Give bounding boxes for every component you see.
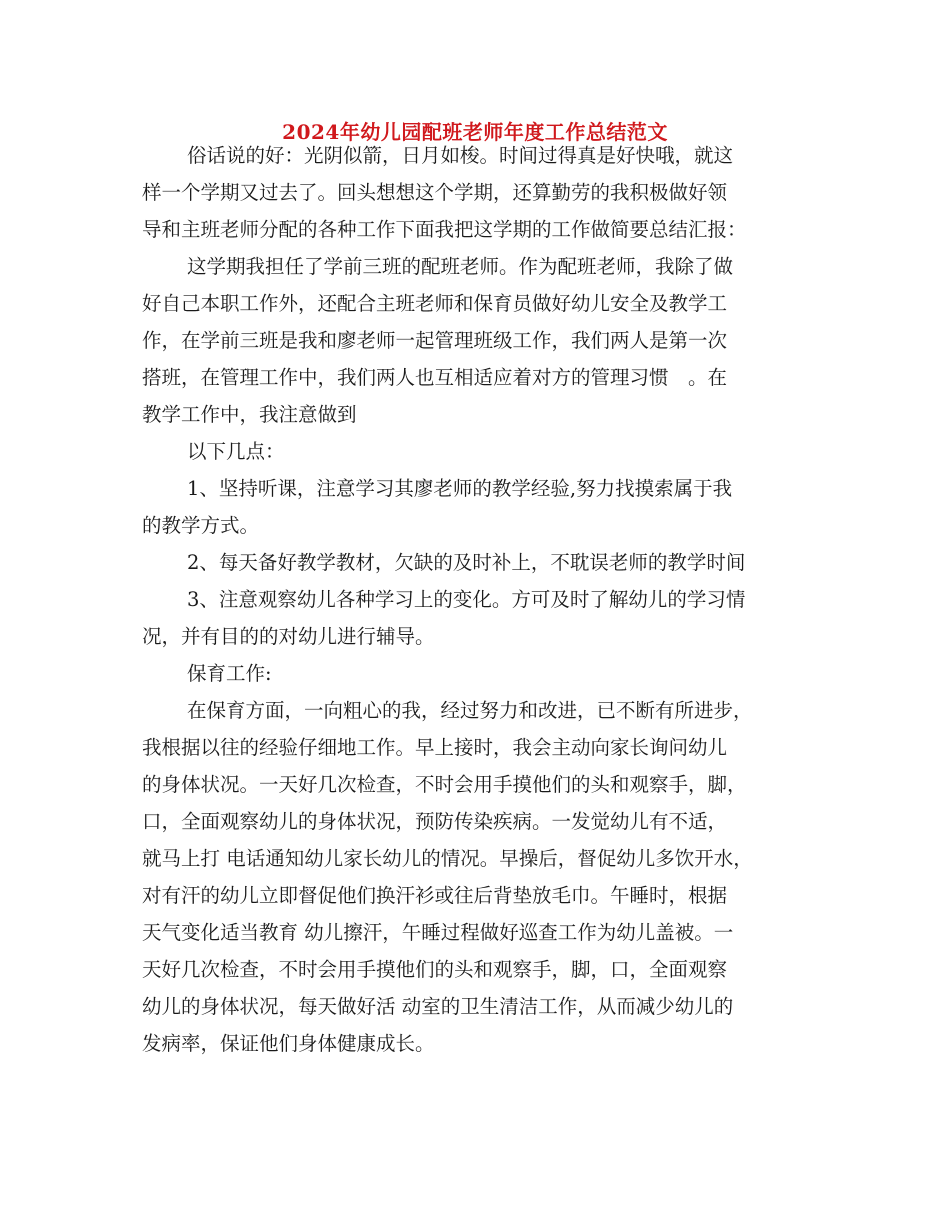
text-line: 就马上打 电话通知幼儿家长幼儿的情况。早操后，督促幼儿多饮开水，: [142, 847, 753, 870]
list-item: 3、注意观察幼儿各种学习上的变化。方可及时了解幼儿的学习情: [187, 588, 746, 611]
text-line: 天气变化适当教育 幼儿擦汗，午睡过程做好巡查工作为幼儿盖被。一: [142, 921, 734, 944]
text-line: 对有汗的幼儿立即督促他们换汗衫或往后背垫放毛巾。午睡时，根据: [142, 884, 728, 907]
text-line: 好自己本职工作外，还配合主班老师和保育员做好幼儿安全及教学工: [142, 292, 728, 315]
text-line: 幼儿的身体状况，每天做好活 动室的卫生清洁工作，从而减少幼儿的: [142, 995, 734, 1018]
text-line: 况，并有目的的对幼儿进行辅导。: [142, 625, 435, 648]
text-line: 口，全面观察幼儿的身体状况，预防传染疾病。一发觉幼儿有不适，: [142, 810, 728, 833]
text-line: 的身体状况。一天好几次检查，不时会用手摸他们的头和观察手，脚，: [142, 773, 747, 796]
text-line: 以下几点：: [187, 440, 285, 463]
document-title: 2024年幼儿园配班老师年度工作总结范文: [282, 120, 668, 144]
text-line: 的教学方式。: [142, 514, 260, 537]
document-body: [142, 142, 810, 1058]
list-item: 1、坚持听课，注意学习其廖老师的教学经验,努力找摸索属于我: [187, 477, 733, 500]
section-heading: 保育工作:: [187, 662, 272, 685]
text-line: 俗话说的好：光阴似箭，日月如梭。时间过得真是好快哦，就这: [187, 144, 734, 167]
text-line: 天好几次检查，不时会用手摸他们的头和观察手，脚，口，全面观察: [142, 958, 728, 981]
text-line: 样一个学期又过去了。回头想想这个学期，还算勤劳的我积极做好领: [142, 181, 728, 204]
text-line: 我根据以往的经验仔细地工作。早上接时，我会主动向家长询问幼儿: [142, 736, 728, 759]
text-line: 在保育方面，一向粗心的我，经过努力和改进，已不断有所进步，: [187, 699, 753, 722]
text-line: 作，在学前三班是我和廖老师一起管理班级工作，我们两人是第一次: [142, 329, 728, 352]
text-line: 这学期我担任了学前三班的配班老师。作为配班老师，我除了做: [187, 255, 734, 278]
text-line: 教学工作中，我注意做到: [142, 403, 357, 426]
list-item: 2、每天备好教学教材，欠缺的及时补上，不耽误老师的教学时间: [187, 551, 746, 574]
text-line: 发病率，保证他们身体健康成长。: [142, 1032, 435, 1055]
text-line: 导和主班老师分配的各种工作下面我把这学期的工作做简要总结汇报：: [142, 218, 747, 241]
text-line: 搭班，在管理工作中，我们两人也互相适应着对方的管理习惯 。在: [142, 366, 728, 389]
